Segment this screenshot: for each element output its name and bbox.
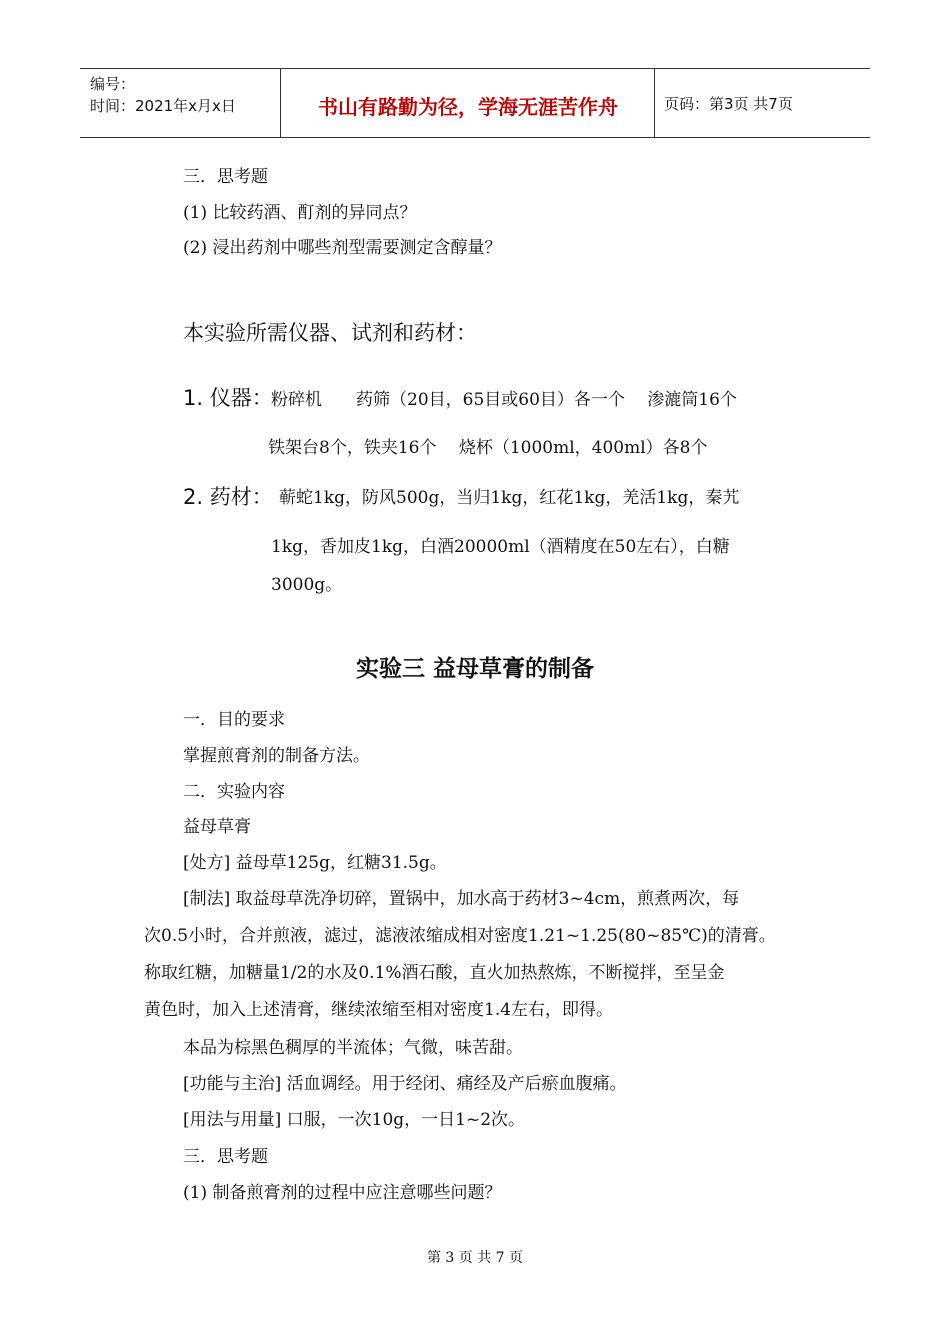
experiment-title: 实验三 益母草膏的制备 [355,656,594,682]
method-line-4: 黄色时，加入上述清膏，继续浓缩至相对密度1.4左右，即得。 [144,1000,614,1020]
header-time-label: 时间：2021年x月x日 [90,97,236,115]
instruments-label: 1. 仪器： [183,386,273,410]
page-header [80,68,870,138]
header-motto: 书山有路勤为径，学海无涯苦作舟 [318,95,618,119]
objectives-text: 掌握煎膏剂的制备方法。 [183,746,370,766]
section-heading-content: 二．实验内容 [183,782,285,802]
question-1: (1) 比较药酒、酊剂的异同点？ [183,203,417,223]
function-text: [功能与主治] 活血调经。用于经闭、痛经及产后瘀血腹痛。 [183,1074,627,1094]
product-name: 益母草膏 [183,817,251,837]
method-line-2: 次0.5小时，合并煎液，滤过，滤液浓缩成相对密度1.21~1.25(80~85℃)的清膏。 [144,926,776,946]
herbs-line-1: 蕲蛇1kg，防风500g，当归1kg，红花1kg，羌活1kg，秦艽 [279,488,740,508]
section-heading-questions: 三．思考题 [183,167,268,187]
herbs-line-2: 1kg，香加皮1kg，白酒20000ml（酒精度在50左右），白糖 [271,537,730,557]
section-heading-questions-2: 三．思考题 [183,1147,268,1167]
header-number-label: 编号： [90,75,136,93]
instruments-line-1: 粉碎机 药筛（20目，65目或60目）各一个 渗漉筒16个 [271,390,737,410]
method-line-3: 称取红糖，加糖量1/2的水及0.1%酒石酸，直火加热熬炼，不断搅拌，至呈金 [144,963,725,983]
question-3: (1) 制备煎膏剂的过程中应注意哪些问题？ [183,1183,502,1203]
materials-heading: 本实验所需仪器、试剂和药材： [183,321,477,345]
herbs-label: 2. 药材： [183,485,273,509]
herbs-line-3: 3000g。 [271,575,343,595]
header-divider-2 [654,69,655,137]
question-2: (2) 浸出药剂中哪些剂型需要测定含醇量？ [183,238,502,258]
section-heading-objectives: 一．目的要求 [183,710,285,730]
usage-text: [用法与用量] 口服，一次10g，一日1~2次。 [183,1110,526,1130]
description-text: 本品为棕黑色稠厚的半流体；气微，味苦甜。 [183,1038,523,1058]
method-line-1: [制法] 取益母草洗净切碎，置锅中，加水高于药材3~4cm，煎煮两次，每 [183,889,740,909]
header-page-label: 页码：第3页 共7页 [664,95,793,113]
instruments-line-2: 铁架台8个，铁夹16个 烧杯（1000ml，400ml）各8个 [268,438,708,458]
page-footer: 第 3 页 共 7 页 [426,1250,524,1266]
formula-text: [处方] 益母草125g，红糖31.5g。 [183,853,447,873]
header-divider-1 [280,69,281,137]
header-left-cell [90,73,236,117]
